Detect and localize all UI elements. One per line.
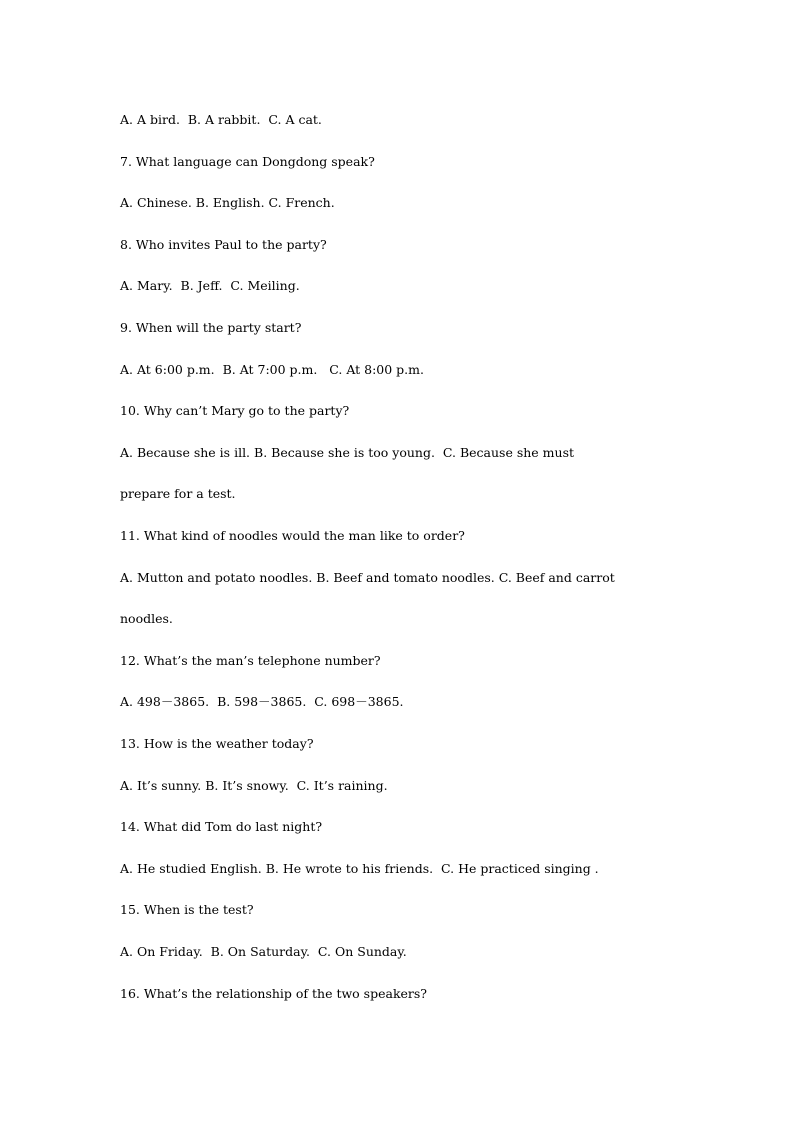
q9-options: A. At 6:00 p.m. B. At 7:00 p.m. C. At 8:00 p.m. xyxy=(120,362,424,377)
q11-options-cont: noodles. xyxy=(120,611,173,626)
q10-question: 10. Why can’t Mary go to the party? xyxy=(120,403,350,418)
q7-options: A. Chinese. B. English. C. French. xyxy=(120,195,335,210)
q10-options-cont: prepare for a test. xyxy=(120,486,236,501)
q11-options: A. Mutton and potato noodles. B. Beef and tomato noodles. C. Beef and carrot xyxy=(120,570,615,585)
q12-question: 12. What’s the man’s telephone number? xyxy=(120,653,381,668)
q15-question: 15. When is the test? xyxy=(120,902,254,917)
q7-question: 7. What language can Dongdong speak? xyxy=(120,154,375,169)
q6-options: A. A bird. B. A rabbit. C. A cat. xyxy=(120,112,322,127)
q13-options: A. It’s sunny. B. It’s snowy. C. It’s raining. xyxy=(120,778,388,793)
q12-options: A. 498－3865. B. 598－3865. C. 698－3865. xyxy=(120,694,404,709)
q13-question: 13. How is the weather today? xyxy=(120,736,314,751)
q8-question: 8. Who invites Paul to the party? xyxy=(120,237,327,252)
q8-options: A. Mary. B. Jeff. C. Meiling. xyxy=(120,278,300,293)
q11-question: 11. What kind of noodles would the man like to order? xyxy=(120,528,465,543)
q14-question: 14. What did Tom do last night? xyxy=(120,819,323,834)
q15-options: A. On Friday. B. On Saturday. C. On Sunday. xyxy=(120,944,407,959)
q14-options: A. He studied English. B. He wrote to his friends. C. He practiced singing . xyxy=(120,861,599,876)
q10-options: A. Because she is ill. B. Because she is too young. C. Because she must xyxy=(120,445,575,460)
q16-question: 16. What’s the relationship of the two speakers? xyxy=(120,986,428,1001)
q9-question: 9. When will the party start? xyxy=(120,320,302,335)
